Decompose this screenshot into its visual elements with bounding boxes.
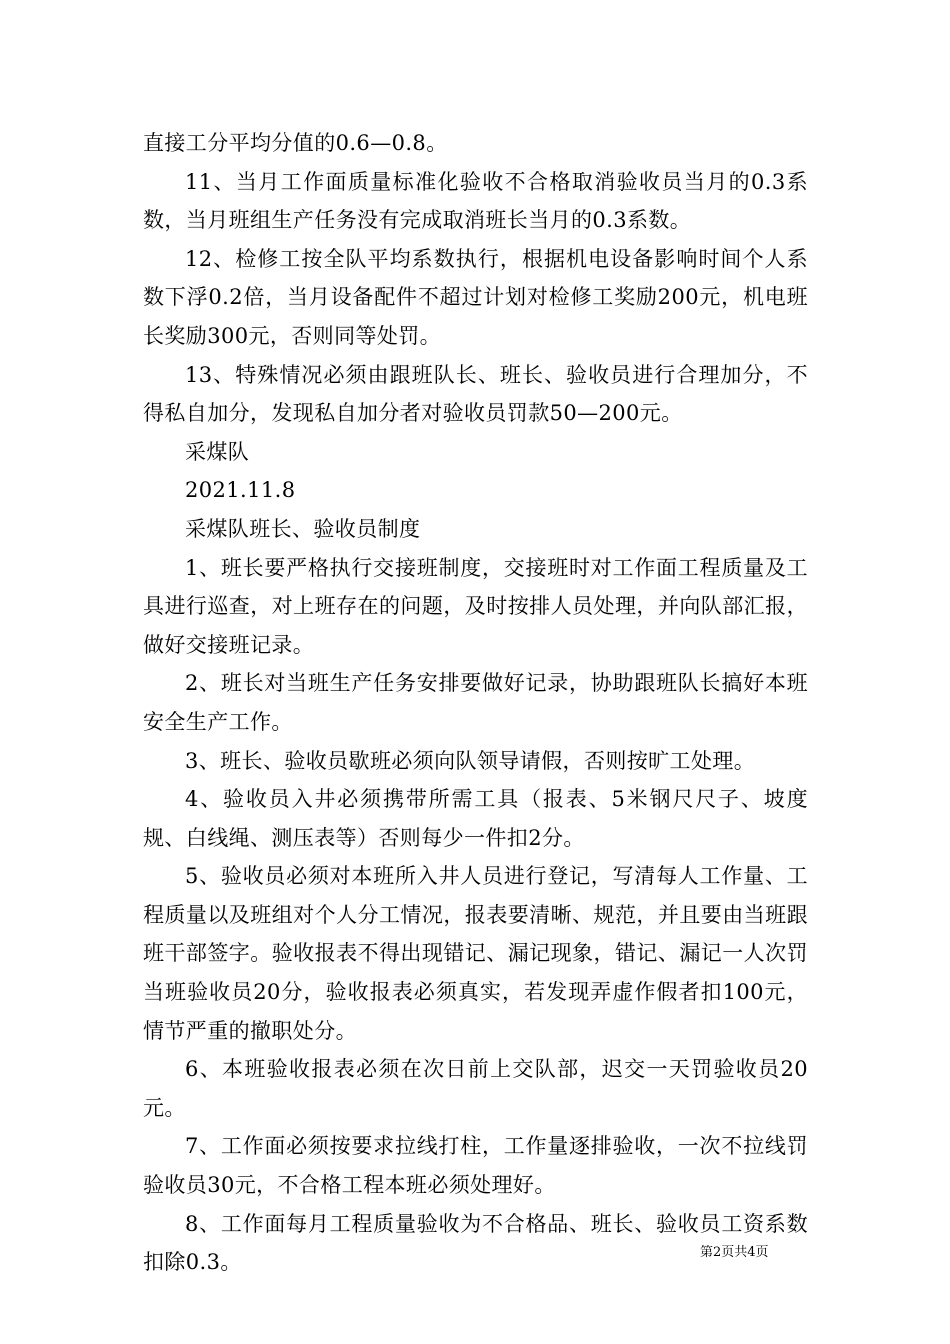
rule-item-1: 1、班长要严格执行交接班制度，交接班时对工作面工程质量及工具进行巡查，对上班存在的问题，及时按排人员处理，并向队部汇报，做好交接班记录。 xyxy=(143,555,808,657)
page-number-footer: 第2页共4页 xyxy=(700,1245,769,1260)
rule-item-6: 6、本班验收报表必须在次日前上交队部，迟交一天罚验收员20元。 xyxy=(143,1057,808,1120)
paragraph-item-12: 12、检修工按全队平均系数执行，根据机电设备影响时间个人系数下浮0.2倍，当月设备配件不超过计划对检修工奖励200元，机电班长奖励300元，否则同等处罚。 xyxy=(143,246,808,348)
paragraph-item-13: 13、特殊情况必须由跟班队长、班长、验收员进行合理加分，不得私自加分，发现私自加分者对验收员罚款50—200元。 xyxy=(143,362,808,426)
paragraph-continuation: 直接工分平均分值的0.6—0.8。 xyxy=(143,131,448,155)
rule-item-8: 8、工作面每月工程质量验收为不合格品、班长、验收员工资系数扣除0.3。 xyxy=(143,1211,808,1275)
rule-item-2: 2、班长对当班生产任务安排要做好记录，协助跟班队长搞好本班安全生产工作。 xyxy=(143,671,808,734)
document-body xyxy=(143,124,808,1282)
rule-item-3: 3、班长、验收员歇班必须向队领导请假，否则按旷工处理。 xyxy=(185,748,756,773)
paragraph-item-11: 11、当月工作面质量标准化验收不合格取消验收员当月的0.3系数，当月班组生产任务没有完成取消班长当月的0.3系数。 xyxy=(143,169,808,233)
rule-item-4: 4、验收员入井必须携带所需工具（报表、5米钢尺尺子、坡度规、白线绳、测压表等）否则每少一件扣2分。 xyxy=(143,787,808,850)
rule-item-5: 5、验收员必须对本班所入井人员进行登记，写清每人工作量、工程质量以及班组对个人分工情况，报表要清晰、规范，并且要由当班跟班干部签字。验收报表不得出现错记、漏记现象，错记、漏记一人次罚当班验收员20分，验收报表必须真实，若发现弄虚作假者扣100元，情节严重的撤职处分。 xyxy=(143,864,808,1043)
signature-date: 2021.11.8 xyxy=(185,478,296,503)
rule-item-7: 7、工作面必须按要求拉线打柱，工作量逐排验收，一次不拉线罚验收员30元，不合格工程本班必须处理好。 xyxy=(143,1134,808,1198)
signature-organization: 采煤队 xyxy=(185,439,250,464)
section-title: 采煤队班长、验收员制度 xyxy=(185,516,421,541)
